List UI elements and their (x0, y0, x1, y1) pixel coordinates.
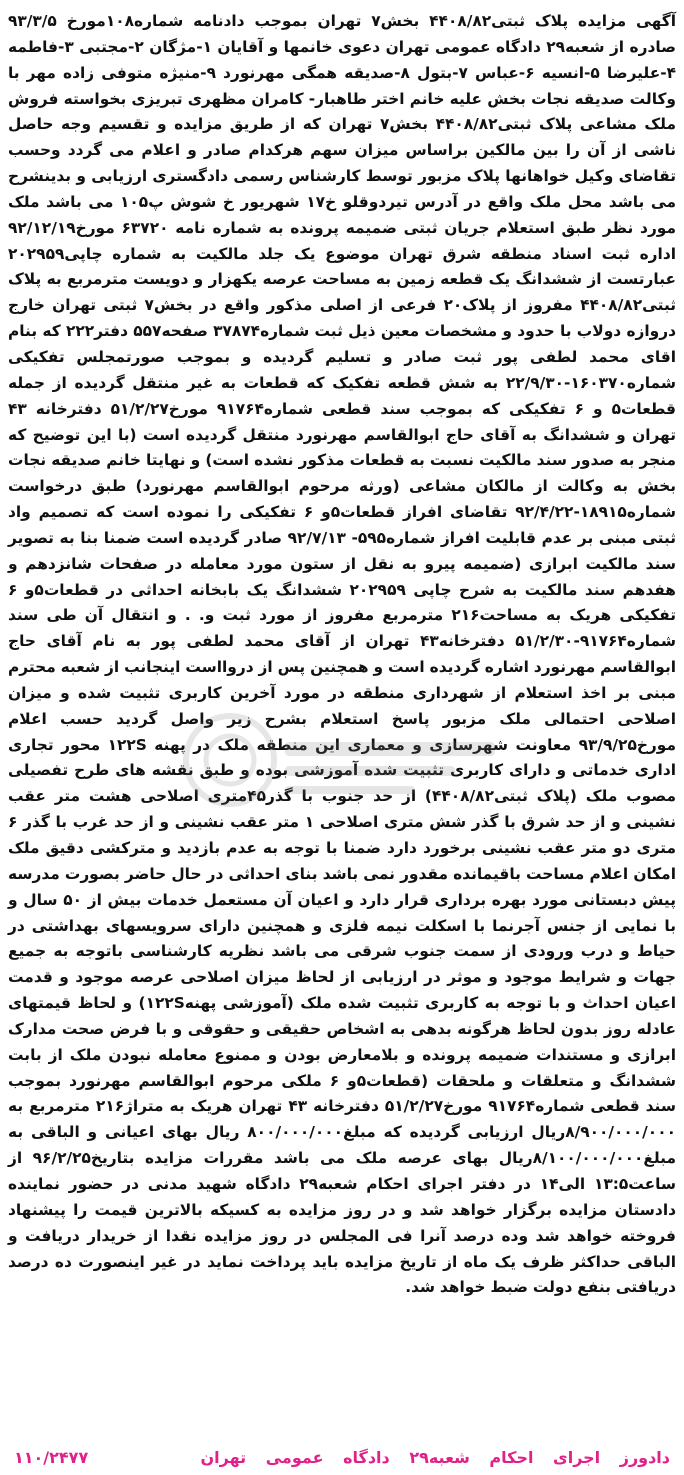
signature-issuer: دادورز اجرای احکام شعبه۲۹ دادگاه عمومی تهران (200, 1448, 670, 1467)
signature-code: ۱۱۰/۲۴۷۷ (14, 1448, 89, 1467)
notice-body-text: آگهی مزایده پلاک ثبتی۴۴۰۸/۸۲ بخش۷ تهران بموجب دادنامه شماره۱۰۸مورخ ۹۳/۳/۵ صادره از شعبه۲۹ دادگاه عمومی تهران دعوی خانمها و آقایان ۱-مژگان ۲-مجتبی ۳-فاطمه ۴-علیرضا ۵-انسیه ۶-عباس ۷-بتول ۸-صدیقه همگی مهرنورد ۹-منیژه متوفی زاده مهر با وکالت صدیقه نجات بخش علیه خانم اختر طاهبار- کامران مظهری تبریزی بخواسته فروش ملک مشاعی پلاک ثبتی۴۴۰۸/۸۲ بخش۷ تهران که از طریق مزایده و تقسیم وجه حاصل ناشی از آن را بین مالکین براساس میزان سهم هرکدام صادر و اعلام می گردد وحسب تقاضای وکیل خواهانها پلاک مزبور توسط کارشناس رسمی دادگستری ارزیابی و بدینشرح می باشد محل ملک واقع در آدرس تیردوقلو خ۱۷ شهریور خ شوش پ۱۰۵ می باشد ملک مورد نظر طبق استعلام جریان ثبتی ضمیمه پرونده به شماره نامه ۶۳۷۲۰ مورخ۹۲/۱۲/۱۹ اداره ثبت اسناد منطقه شرق تهران موضوع یک جلد مالکیت به شماره چاپی۲۰۲۹۵۹ عبارتست از ششدانگ یک قطعه زمین به مساحت عرصه یکهزار و دویست مترمربع به پلاک ثبتی۴۴۰۸/۸۲ مفروز از پلاک۲۰ فرعی از اصلی مذکور واقع در بخش۷ ثبتی تهران خارج دروازه دولاب با حدود و مشخصات معین ذیل ثبت شماره۳۷۸۷۴ صفحه۵۵۷ دفتر۲۲۲ که بنام اقای محمد لطفی پور ثبت صادر و تسلیم گردیده و بموجب صورتمجلس تفکیکی شماره۱۶۰۳۷۰-۲۲/۹/۳۰ به شش قطعه تفکیک که قطعات به غیر منتقل گردیده از جمله قطعات۵ و ۶ تفکیکی که بموجب سند قطعی شماره۹۱۷۶۴ مورخ۵۱/۲/۲۷ دفترخانه ۴۳ تهران و ششدانگ به آقای حاج ابوالقاسم مهرنورد منتقل گردیده است (با این توضیح که منجر به صدور سند مالکیت نسبت به قطعات مذکور نشده است) و نهایتا خانم صدیقه نجات بخش به وکالت از مالکان مشاعی (ورثه مرحوم ابوالقاسم مهرنورد) طبق درخواست شماره۱۸۹۱۵-۹۲/۴/۲۲ تقاضای افراز قطعات۵و ۶ تفکیکی را نموده است که تصمیم واد ثبتی مبنی بر عدم قابلیت افراز شماره۵۹۵- ۹۲/۷/۱۳ صادر گردیده است ضمنا بنا به تصویر سند مالکیت ابرازی (ضمیمه پیرو به نقل از ستون مورد معامله در صفحات شانزدهم و هفدهم سند مالکیت به شرح چاپی ۲۰۲۹۵۹ ششدانگ یک بابخانه احداثی در قطعات۵و ۶ تفکیکی هریک به مساحت۲۱۶ مترمربع مفروز از مورد ثبت و. . و انتقال آن طی سند شماره۹۱۷۶۴-۵۱/۲/۳۰ دفترخانه۴۳ تهران از آقای محمد لطفی پور به نام آقای حاج ابوالقاسم مهرنورد اشاره گردیده است و همچنین پس از دروااست اینجانب از شعبه محترم مبنی بر اخذ استعلام از شهرداری منطقه در مورد آخرین کاربری تثبیت شده و میزان اصلاحی احتمالی ملک مزبور پاسخ استعلام بشرح زیر واصل گردید حسب اعلام مورخ۹۳/۹/۲۵ معاونت شهرسازی و معماری این منطقه ملک در پهنه ۱۲۲S محور تجاری اداری خدماتی و دارای کاربری تثبیت شده آموزشی بوده و طبق نقشه های طرح تفصیلی مصوب ملک (پلاک ثبتی۴۴۰۸/۸۲) از حد جنوب با گذر۴۵متری اصلاحی هشت متر عقب نشینی و از حد شرق با گذر شش متری اصلاحی ۱ متر عقب نشینی و از حد غرب با گذر ۶ متری دو متر عقب نشینی برخورد دارد ضمنا با توجه به عدم بازدید و مترکشی دقیق ملک امکان اعلام مساحت باقیمانده مقدور نمی باشد بنای احداثی در حال حاضر بصورت مدرسه پیش دبستانی مورد بهره برداری قرار دارد و اعیان آن مستعمل خدمات بیش از ۵۰ سال و با نمایی از جنس آجرنما با اسکلت نیمه فلزی و همچنین دارای سرویسهای بهداشتی در حیاط و درب ورودی از سمت جنوب شرقی می باشد نظریه کارشناسی باتوجه به جمیع جهات و شرایط موجود و موثر در ارزیابی از لحاظ میزان اصلاحی عرصه موجود و قدمت اعیان احداث و با توجه به کاربری تثبیت شده ملک (آموزشی پهنه۱۲۲S) و لحاظ قیمتهای عادله روز بدون لحاظ هرگونه بدهی به اشخاص حقیقی و حقوقی و با فرض صحت مدارک ابرازی و مستندات ضمیمه پرونده و بلامعارض بودن و ممنوع معامله نبودن ملک از بابت ششدانگ و متعلقات و ملحقات (قطعات۵و ۶ ملکی مرحوم ابوالقاسم مهرنورد بموجب سند قطعی شماره۹۱۷۶۴ مورخ۵۱/۲/۲۷ دفترخانه ۴۳ تهران هریک به متراژ۲۱۶ مترمربع به ۸/۹۰۰/۰۰۰/۰۰۰ریال ارزیابی گردیده که مبلغ۸۰۰/۰۰۰/۰۰۰ ریال بهای اعیانی و الباقی به مبلغ۸/۱۰۰/۰۰۰/۰۰۰ریال بهای عرصه ملک می باشد مقررات مزایده بتاریخ۹۶/۲/۲۵ از ساعت۱۳:۵ الی۱۴ در دفتر اجرای احکام شعبه۲۹ دادگاه شهید مدنی در حضور نماینده دادستان مزایده برگزار خواهد شد و در روز مزایده به کسیکه بالاترین قیمت را پیشنهاد فروخته خواهد شد وده درصد آنرا فی المجلس در روز مزایده نقدا از خریدار دریافت و الباقی حداکثر ظرف یک ماه از تاریخ مزایده باید پرداخت نماید در غیر اینصورت ده درصد دریافتی بنفع دولت ضبط خواهد شد. (8, 12, 677, 1297)
signature-line (14, 1448, 670, 1467)
